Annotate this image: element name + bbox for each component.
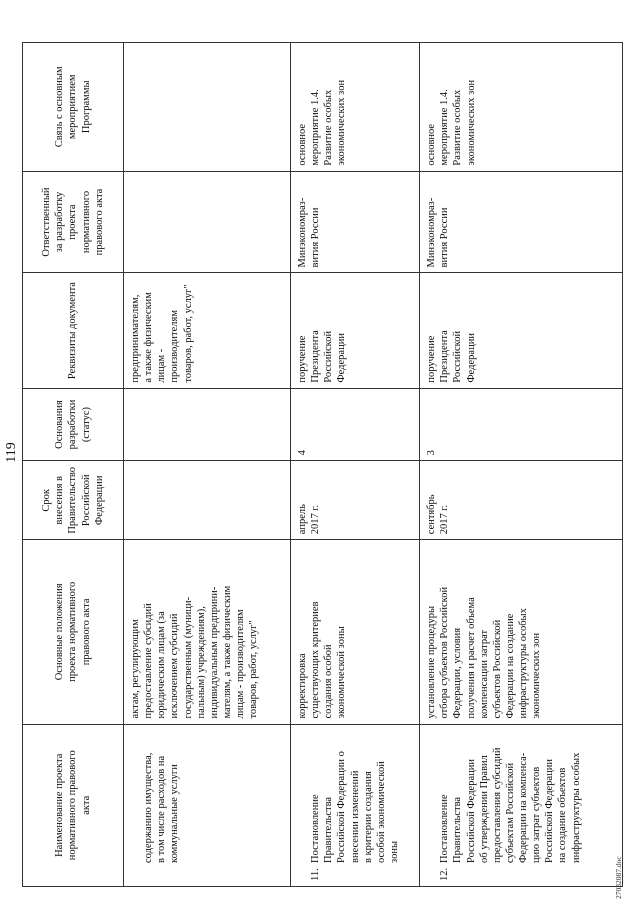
- cell-deadline: апрель 2017 г.: [291, 461, 420, 540]
- cell-basis: [124, 388, 291, 461]
- cell-program-link: [124, 43, 291, 172]
- cell-responsible: Минэкономраз- вития России: [291, 171, 420, 273]
- cell-basis: 4: [291, 388, 420, 461]
- act-name: Постановление Правительства Российской Федерации об утверждении Правил предоставления субсидий субъектам Российской Федерации на компенса- цию затрат субъектов Российской Федерации на создание объектов инфраструктуры особых: [439, 747, 582, 863]
- cell-requisites: предпринимателям, а также физическим лицам - производителям товаров, работ, услуг": [124, 273, 291, 388]
- row-number: 11.: [310, 868, 322, 881]
- page-number: 119: [4, 442, 19, 463]
- header-responsible: Ответственный за разработку проекта нормативного правового акта: [23, 171, 124, 273]
- act-name: Постановление Правительства Российской Федерации о внесении изменений в критерии создания особой экономической зоны: [310, 751, 400, 863]
- cell-act-name: [291, 724, 420, 886]
- legislation-table: [22, 42, 623, 887]
- cell-responsible: [124, 171, 291, 273]
- header-requisites: Реквизиты документа: [23, 273, 124, 388]
- header-provisions: Основные положения проекта нормативного правового акта: [23, 540, 124, 724]
- cell-deadline: сентябрь 2017 г.: [420, 461, 623, 540]
- cell-provisions: установление процедуры отбора субъектов Российской Федерации, условия получения и расчет объема компенсации затрат субъектов Российской Федерации на создание инфраструктуры особых экономических зон: [420, 540, 623, 724]
- act-name: содержанию имущества, в том числе расходов на коммунальные услуги: [143, 752, 181, 863]
- cell-program-link: основное мероприятие 1.4. Развитие особых экономических зон: [291, 43, 420, 172]
- header-act-name: Наименование проекта нормативного правового акта: [23, 724, 124, 886]
- header-basis: Основания разработки (статус): [23, 388, 124, 461]
- table-row: [124, 43, 291, 887]
- header-program-link: Связь с основным мероприятием Программы: [23, 43, 124, 172]
- table-row: [420, 43, 623, 887]
- row-number: 12.: [439, 867, 451, 881]
- cell-act-name: [124, 724, 291, 886]
- cell-requisites: поручение Президента Российской Федерации: [291, 273, 420, 388]
- cell-deadline: [124, 461, 291, 540]
- cell-program-link: основное мероприятие 1.4. Развитие особых экономических зон: [420, 43, 623, 172]
- header-deadline: Срок внесения в Правительство Российской Федерации: [23, 461, 124, 540]
- cell-requisites: поручение Президента Российской Федерации: [420, 273, 623, 388]
- table-row: [291, 43, 420, 887]
- cell-responsible: Минэкономраз- вития России: [420, 171, 623, 273]
- document-file-id: 27032087.doc: [614, 856, 623, 899]
- cell-basis: 3: [420, 388, 623, 461]
- table-header-row: [23, 43, 124, 887]
- cell-provisions: актам, регулирующим предоставление субсидий юридическим лицам (за исключением субсидий государственным (муници- пальным) учреждениям), индивидуальным предприни- мателям, а также физическим лицам - производителям товаров, работ, услуг": [124, 540, 291, 724]
- cell-provisions: корректировка существующих критериев создания особой экономической зоны: [291, 540, 420, 724]
- row-number: [142, 863, 181, 881]
- cell-act-name: [420, 724, 623, 886]
